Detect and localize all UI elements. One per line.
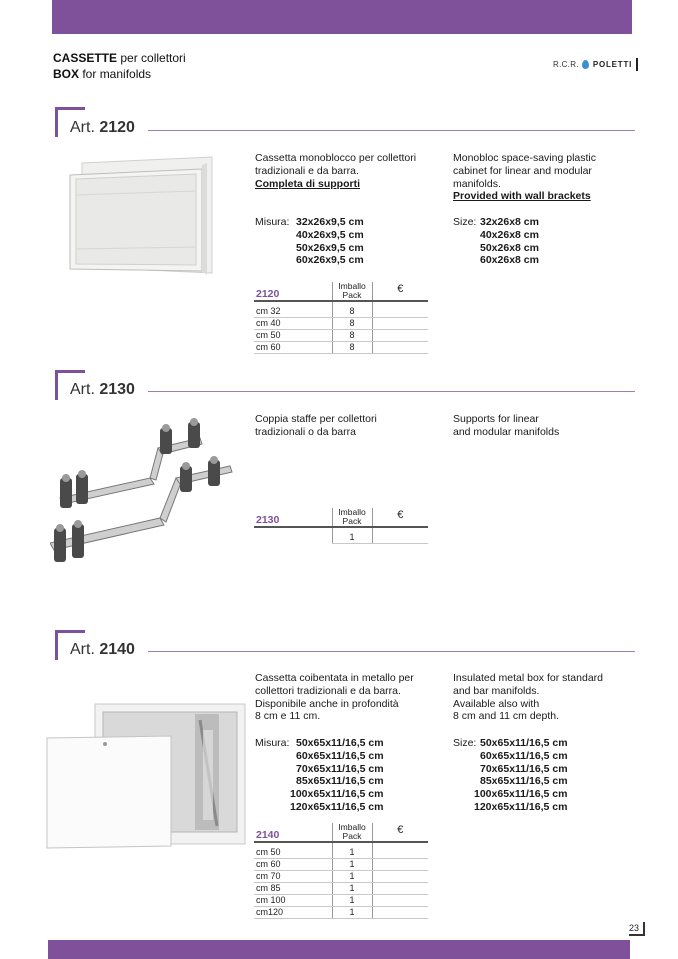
table-row: cm 60 8: [254, 342, 428, 354]
section-divider: [148, 130, 635, 131]
product-table: [254, 282, 428, 354]
it-description: Coppia staffe per collettori tradizionali o da barra: [255, 413, 377, 438]
section-bracket: [55, 370, 58, 400]
table-row: cm 50 8: [254, 330, 428, 342]
bottom-color-band: [48, 940, 630, 959]
it-description: Cassetta coibentata in metallo per collettori tradizionali e da barra. Disponibile anche in profondità 8 cm e 11 cm.: [255, 672, 414, 723]
brand-logo: [553, 50, 638, 78]
top-color-band: [52, 0, 632, 34]
product-table: [254, 508, 428, 544]
table-row: 1: [254, 527, 428, 544]
pack-header: Imballo Pack: [332, 282, 372, 301]
table-code: 2130: [254, 508, 332, 527]
header-line1-rest: per collettori: [117, 51, 186, 65]
pack-header: Imballo Pack: [332, 508, 372, 527]
page-header: [53, 50, 186, 82]
en-description: Insulated metal box for standard and bar manifolds. Available also with 8 cm and 11 cm depth.: [453, 672, 604, 723]
table-row: cm 85 1: [254, 883, 428, 895]
en-description: Supports for linear and modular manifolds: [453, 413, 560, 438]
section-divider: [148, 651, 635, 652]
product-table: [254, 823, 428, 919]
pack-header: Imballo Pack: [332, 823, 372, 842]
plastic-cabinet-image: [62, 155, 252, 280]
article-number: 2130: [99, 381, 135, 398]
section-divider: [148, 391, 635, 392]
article-number: 2120: [99, 119, 135, 136]
it-sizes-list: Misura: 50x65x11/16,5 cm 60x65x11/16,5 cm 70x65x11/16,5 cm 85x65x11/16,5 cm 100x65x11/16,5 cm 120x65x11/16,5 cm: [255, 737, 384, 813]
article-title: Art. 2130: [70, 381, 135, 398]
table-code: 2140: [254, 823, 332, 842]
en-sizes-list: Size: 32x26x8 cm 40x26x8 cm 50x26x8 cm 60x26x8 cm: [453, 216, 539, 267]
article-number: 2140: [99, 641, 135, 658]
metal-box-image: [45, 700, 250, 850]
it-sizes-list: Misura: 32x26x9,5 cm 40x26x9,5 cm 50x26x9,5 cm 60x26x9,5 cm: [255, 216, 364, 267]
table-row: cm 100 1: [254, 895, 428, 907]
en-sizes-list: Size: 50x65x11/16,5 cm 60x65x11/16,5 cm 70x65x11/16,5 cm 85x65x11/16,5 cm 100x65x11/16,5 cm 120x65x11/16,5 cm: [453, 737, 568, 813]
table-row: cm120 1: [254, 907, 428, 919]
table-row: cm 32 8: [254, 301, 428, 318]
it-highlight: Completa di supporti: [255, 177, 360, 190]
article-title: Art. 2120: [70, 119, 135, 136]
section-bracket: [55, 630, 58, 660]
it-description: Cassetta monoblocco per collettori tradizionali e da barra. Completa di supporti: [255, 152, 417, 190]
price-header: €: [372, 823, 428, 842]
logo-name: POLETTI: [591, 58, 638, 71]
table-row: cm 60 1: [254, 859, 428, 871]
section-bracket: [55, 107, 58, 137]
water-drop-icon: [582, 60, 589, 69]
table-row: cm 70 1: [254, 871, 428, 883]
en-highlight: Provided with wall brackets: [453, 190, 591, 203]
table-row: cm 50 1: [254, 842, 428, 859]
table-row: cm 40 8: [254, 318, 428, 330]
price-header: €: [372, 282, 428, 301]
page-number: 23: [629, 922, 645, 936]
article-title: Art. 2140: [70, 641, 135, 658]
logo-prefix: R.C.R.: [553, 59, 579, 69]
header-line2-bold: BOX: [53, 67, 80, 81]
manifold-brackets-image: [50, 418, 250, 583]
table-code: 2120: [254, 282, 332, 301]
header-line2-rest: for manifolds: [79, 67, 152, 81]
header-line1-bold: CASSETTE: [53, 51, 118, 65]
en-description: Monobloc space-saving plastic cabinet for linear and modular manifolds. Provided with wall brackets: [453, 152, 596, 203]
price-header: €: [372, 508, 428, 527]
